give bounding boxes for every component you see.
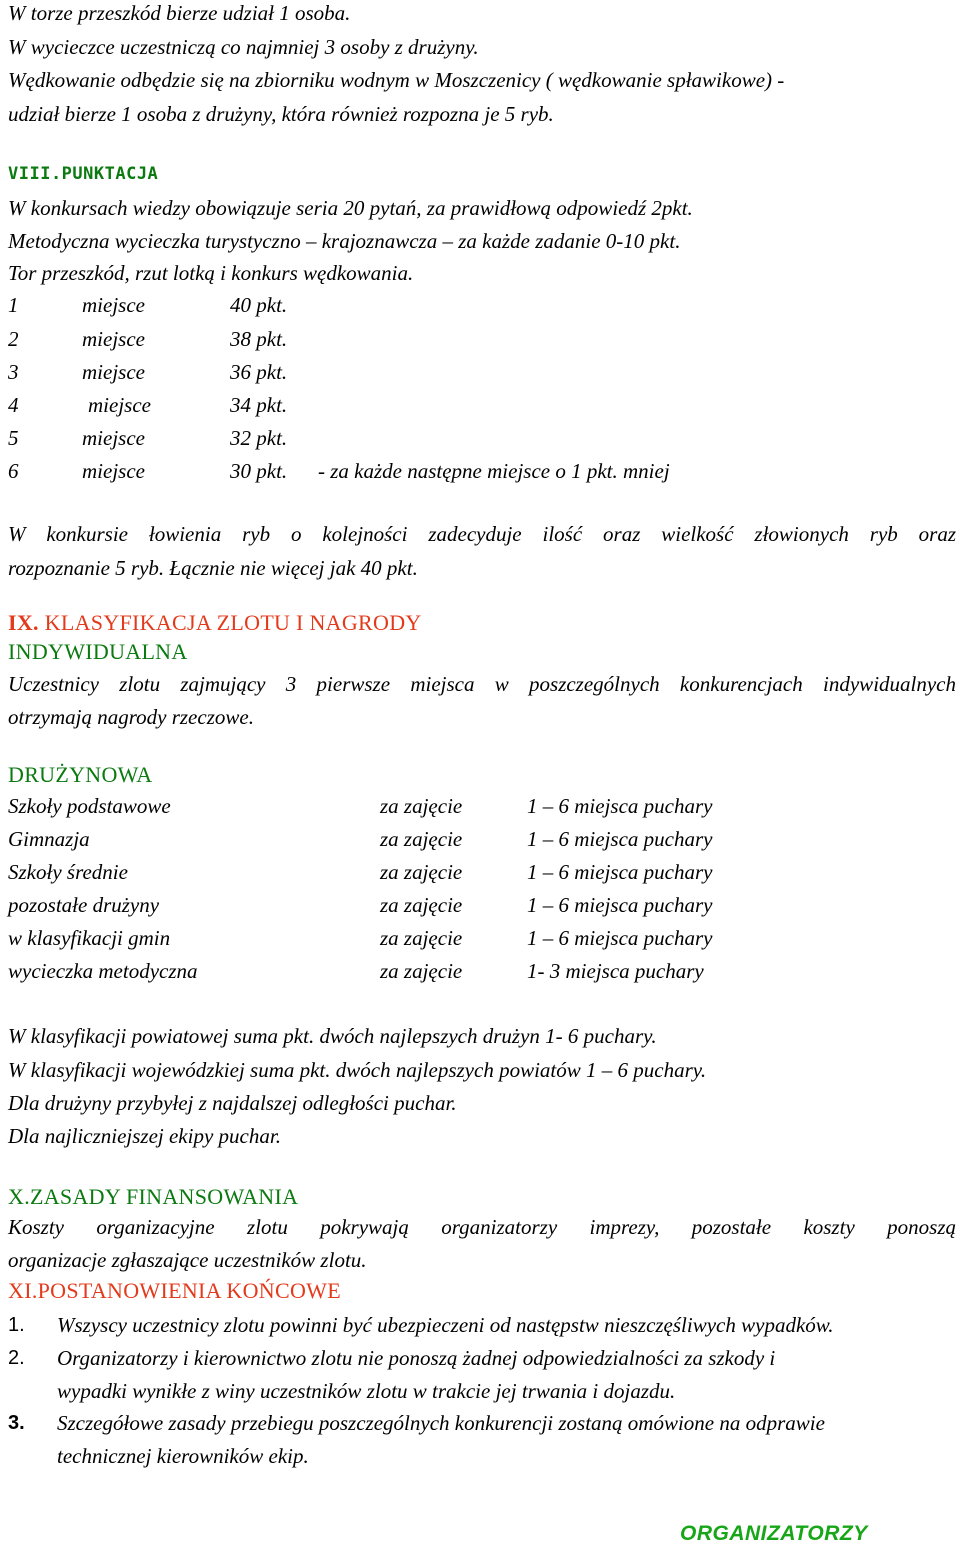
place-points: 34 pkt. (230, 393, 288, 417)
place-points: 40 pkt. (230, 293, 288, 317)
intro-line: udział bierze 1 osoba z drużyny, która również rozpozna je 5 ryb. (8, 102, 554, 126)
fishing-rule-line: W konkursie łowienia ryb o kolejności zadecyduje ilość oraz wielkość złowionych ryb oraz (8, 522, 956, 546)
section-ix-number: IX. (8, 610, 39, 635)
team-subheading: DRUŻYNOWA (8, 762, 153, 787)
list-number: 3. (8, 1412, 25, 1434)
place-num: 6 (8, 459, 19, 483)
section-x-heading: X.ZASADY FINANSOWANIA (8, 1184, 299, 1209)
team-for: za zajęcie (380, 959, 463, 983)
team-for: za zajęcie (380, 926, 463, 950)
classification-line: W klasyfikacji wojewódzkiej suma pkt. dwóch najlepszych powiatów 1 – 6 puchary. (8, 1058, 707, 1082)
team-prize: 1 – 6 miejsca puchary (527, 860, 713, 884)
individual-subheading: INDYWIDUALNA (8, 639, 188, 664)
classification-line: W klasyfikacji powiatowej suma pkt. dwóch najlepszych drużyn 1- 6 puchary. (8, 1024, 657, 1048)
place-note: - za każde następne miejsce o 1 pkt. mniej (318, 459, 670, 483)
list-number: 2. (8, 1347, 25, 1369)
team-prize: 1- 3 miejsca puchary (527, 959, 704, 983)
classification-line: Dla drużyny przybyłej z najdalszej odległości puchar. (8, 1091, 457, 1115)
place-num: 4 (8, 393, 19, 417)
team-for: za zajęcie (380, 860, 463, 884)
place-points: 32 pkt. (230, 426, 288, 450)
team-prize: 1 – 6 miejsca puchary (527, 827, 713, 851)
intro-line: Wędkowanie odbędzie się na zbiorniku wodnym w Moszczenicy ( wędkowanie spławikowe) - (8, 68, 785, 92)
scoring-line: W konkursach wiedzy obowiązuje seria 20 pytań, za prawidłową odpowiedź 2pkt. (8, 196, 693, 220)
team-for: za zajęcie (380, 794, 463, 818)
team-category: Gimnazja (8, 827, 90, 851)
list-item-line: Wszyscy uczestnicy zlotu powinni być ubezpieczeni od następstw nieszczęśliwych wypadków. (57, 1313, 834, 1337)
intro-line: W wycieczce uczestniczą co najmniej 3 osoby z drużyny. (8, 35, 479, 59)
team-category: Szkoły średnie (8, 860, 128, 884)
place-label: miejsce (82, 293, 145, 317)
place-label: miejsce (82, 360, 145, 384)
section-ix-title: KLASYFIKACJA ZLOTU I NAGRODY (44, 610, 422, 635)
team-category: pozostałe drużyny (8, 893, 160, 917)
list-item-line: wypadki wynikłe z winy uczestników zlotu w trakcie jej trwania i dojazdu. (57, 1379, 676, 1403)
scoring-line: Metodyczna wycieczka turystyczno – krajoznawcza – za każde zadanie 0-10 pkt. (8, 229, 681, 253)
team-category: wycieczka metodyczna (8, 959, 198, 983)
place-label: miejsce (88, 393, 151, 417)
intro-line: W torze przeszkód bierze udział 1 osoba. (8, 1, 351, 25)
place-num: 2 (8, 327, 19, 351)
place-points: 36 pkt. (230, 360, 288, 384)
team-prize: 1 – 6 miejsca puchary (527, 893, 713, 917)
team-for: za zajęcie (380, 827, 463, 851)
team-for: za zajęcie (380, 893, 463, 917)
section-xi-heading: XI.POSTANOWIENIA KOŃCOWE (8, 1278, 341, 1303)
financing-line: organizacje zgłaszające uczestników zlotu. (8, 1248, 367, 1272)
scoring-line: Tor przeszkód, rzut lotką i konkurs wędkowania. (8, 261, 414, 285)
list-item-line: technicznej kierowników ekip. (57, 1444, 309, 1468)
list-item-line: Organizatorzy i kierownictwo zlotu nie ponoszą żadnej odpowiedzialności za szkody i (57, 1346, 776, 1370)
section-ix-heading (8, 610, 422, 636)
financing-line: Koszty organizacyjne zlotu pokrywają organizatorzy imprezy, pozostałe koszty ponoszą (8, 1215, 956, 1239)
place-points: 38 pkt. (230, 327, 288, 351)
individual-line: Uczestnicy zlotu zajmujący 3 pierwsze miejsca w poszczególnych konkurencjach indywidualnych (8, 672, 956, 696)
list-item-line: Szczegółowe zasady przebiegu poszczególnych konkurencji zostaną omówione na odprawie (57, 1411, 825, 1435)
list-number: 1. (8, 1314, 25, 1336)
fishing-rule-line: rozpoznanie 5 ryb. Łącznie nie więcej jak 40 pkt. (8, 556, 418, 580)
team-prize: 1 – 6 miejsca puchary (527, 926, 713, 950)
team-category: Szkoły podstawowe (8, 794, 171, 818)
place-num: 3 (8, 360, 19, 384)
team-category: w klasyfikacji gmin (8, 926, 171, 950)
individual-line: otrzymają nagrody rzeczowe. (8, 705, 254, 729)
organizers-signature: ORGANIZATORZY (680, 1522, 868, 1545)
place-label: miejsce (82, 459, 145, 483)
place-num: 1 (8, 293, 19, 317)
classification-line: Dla najliczniejszej ekipy puchar. (8, 1124, 281, 1148)
place-label: miejsce (82, 327, 145, 351)
team-prize: 1 – 6 miejsca puchary (527, 794, 713, 818)
place-label: miejsce (82, 426, 145, 450)
section-viii-heading: VIII.PUNKTACJA (8, 164, 159, 184)
place-points: 30 pkt. (230, 459, 288, 483)
place-num: 5 (8, 426, 19, 450)
